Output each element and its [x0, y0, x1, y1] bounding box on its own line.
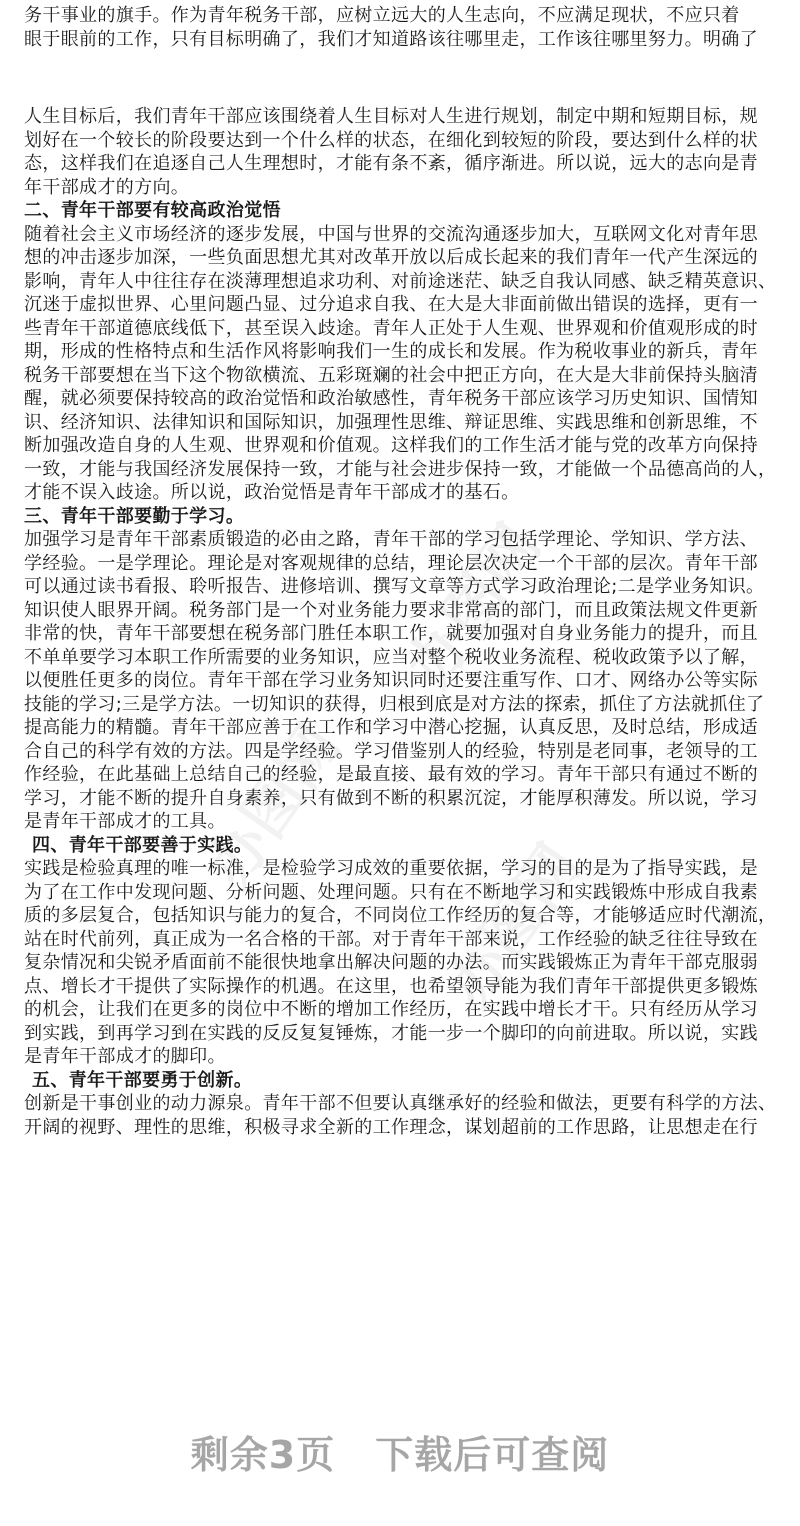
text-line: 的机会，让我们在更多的岗位中不断的增加工作经历，在实践中增长才干。只有经历从学习	[24, 999, 758, 1020]
watermark: 办图网	[393, 512, 555, 700]
download-prompt[interactable]	[0, 1424, 800, 1479]
text-line: 是青年干部成才的脚印。	[24, 1046, 226, 1067]
text-line: 技能的学习;三是学方法。一切知识的获得，归根到底是对方法的探索，抓住了方法就抓住了	[24, 694, 765, 715]
text-line: 提高能力的精髓。青年干部应善于在工作和学习中潜心挖掘，认真反思，及时总结，形成适	[24, 717, 758, 738]
text-line: 一致，才能与我国经济发展保持一致，才能与社会进步保持一致，才能做一个品德高尚的人，	[24, 459, 777, 480]
text-line: 学习，才能不断的提升自身素养，只有做到不断的积累沉淀，才能厚积薄发。所以说，学习	[24, 788, 758, 809]
text-line: 复杂情况和尖锐矛盾面前不能很快地拿出解决问题的办法。而实践锻炼正为青年干部克服弱	[24, 952, 758, 973]
text-line: 学经验。一是学理论。理论是对客观规律的总结，理论层次决定一个干部的层次。青年干部	[24, 553, 758, 574]
text-line: 想的冲击逐步加深，一些负面思想尤其对改革开放以后成长起来的我们青年一代产生深远的	[24, 247, 758, 268]
text-line: 态，这样我们在追逐自己人生理想时，才能有条不紊，循序渐进。所以说，远大的志向是青	[24, 153, 758, 174]
section-heading: 三、青年干部要勤于学习。	[24, 506, 245, 527]
text-line: 创新是干事创业的动力源泉。青年干部不但要认真继承好的经验和做法，更要有科学的方法、	[24, 1093, 777, 1114]
text-line: 是青年干部成才的工具。	[24, 811, 226, 832]
text-line: 随着社会主义市场经济的逐步发展，中国与世界的交流沟通逐步加大，互联网文化对青年思	[24, 224, 758, 245]
text-line: 务干事业的旗手。作为青年税务干部，应树立远大的人生志向，不应满足现状，不应只着	[24, 5, 740, 26]
text-line: 才能不误入歧途。所以说，政治觉悟是青年干部成才的基石。	[24, 482, 520, 503]
text-line: 加强学习是青年干部素质锻造的必由之路，青年干部的学习包括学理论、学知识、学方法、	[24, 529, 758, 550]
text-line: 到实践，到再学习到在实践的反反复复锤炼，才能一步一个脚印的向前进取。所以说，实践	[24, 1023, 758, 1044]
text-line: 划好在一个较长的阶段要达到一个什么样的状态，在细化到较短的阶段，要达到什么样的状	[24, 130, 758, 151]
text-line: 站在时代前列，真正成为一名合格的干部。对于青年干部来说，工作经验的缺乏往往导致在	[24, 929, 758, 950]
text-line: 识、经济知识、法律知识和国际知识，加强理性思维、辩证思维、实践思维和创新思维，不	[24, 412, 758, 433]
text-line: 以便胜任更多的岗位。青年干部在学习业务知识同时还要注重写作、口才、网络办公等实际	[24, 670, 758, 691]
text-line: 年干部成才的方向。	[24, 177, 190, 198]
text-line: 为了在工作中发现问题、分析问题、处理问题。只有在不断地学习和实践锻炼中形成自我素	[24, 882, 758, 903]
download-to-view-label: 下载后可查阅	[375, 1433, 610, 1477]
section-heading: 五、青年干部要勇于创新。	[32, 1070, 253, 1091]
text-line: 断加强改造自身的人生观、世界观和价值观。这样我们的工作生活才能与党的改革方向保持	[24, 435, 758, 456]
text-line: 合自己的科学有效的方法。四是学经验。学习借鉴别人的经验，特别是老同事，老领导的工	[24, 741, 758, 762]
text-line: 可以通过读书看报、聆听报告、进修培训、撰写文章等方式学习政治理论;二是学业务知识。	[24, 576, 765, 597]
text-line: 开阔的视野、理性的思维，积极寻求全新的工作理念，谋划超前的工作思路，让思想走在行	[24, 1117, 758, 1138]
text-line: 期，形成的性格特点和生活作风将影响我们一生的成长和发展。作为税收事业的新兵，青年	[24, 341, 758, 362]
text-line: 沉迷于虚拟世界、心里问题凸显、过分追求自我、在大是大非面前做出错误的选择，更有一	[24, 294, 758, 315]
text-line: 眼于眼前的工作，只有目标明确了，我们才知道路该往哪里走，工作该往哪里努力。明确了	[24, 29, 758, 50]
text-line: 些青年干部道德底线低下，甚至误入歧途。青年人正处于人生观、世界观和价值观形成的时	[24, 318, 758, 339]
section-heading: 二、青年干部要有较高政治觉悟	[24, 200, 281, 221]
text-line: 作经验，在此基础上总结自己的经验，是最直接、最有效的学习。青年干部只有通过不断的	[24, 764, 758, 785]
watermark: 办图网	[433, 832, 595, 1020]
remaining-pages-label: 剩余3页	[190, 1433, 336, 1477]
section-heading: 四、青年干部要善于实践。	[32, 835, 253, 856]
text-line: 税务干部要想在当下这个物欲横流、五彩斑斓的社会中把正方向，在大是大非前保持头脑清	[24, 365, 758, 386]
text-line: 醒，就必须要保持较高的政治觉悟和政治敏感性，青年税务干部应该学习历史知识、国情知	[24, 388, 758, 409]
text-line: 影响，青年人中往往存在淡薄理想追求功利、对前途迷茫、缺乏自我认同感、缺乏精英意识、	[24, 271, 777, 292]
text-line: 非常的快，青年干部要想在税务部门胜任本职工作，就要加强对自身业务能力的提升，而且	[24, 623, 758, 644]
text-line: 知识使人眼界开阔。税务部门是一个对业务能力要求非常高的部门，而且政策法规文件更新	[24, 600, 758, 621]
text-line: 不单单要学习本职工作所需要的业务知识，应当对整个税收业务流程、税收政策予以了解，	[24, 647, 758, 668]
text-line: 实践是检验真理的唯一标准，是检验学习成效的重要依据，学习的目的是为了指导实践，是	[24, 858, 758, 879]
text-line: 质的多层复合，包括知识与能力的复合，不同岗位工作经历的复合等，才能够适应时代潮流，	[24, 905, 777, 926]
text-line: 点、增长才干提供了实际操作的机遇。在这里，也希望领导能为我们青年干部提供更多锻炼	[24, 976, 758, 997]
text-line: 人生目标后，我们青年干部应该围绕着人生目标对人生进行规划，制定中期和短期目标，规	[24, 106, 758, 127]
watermark: 办图网	[193, 712, 355, 900]
